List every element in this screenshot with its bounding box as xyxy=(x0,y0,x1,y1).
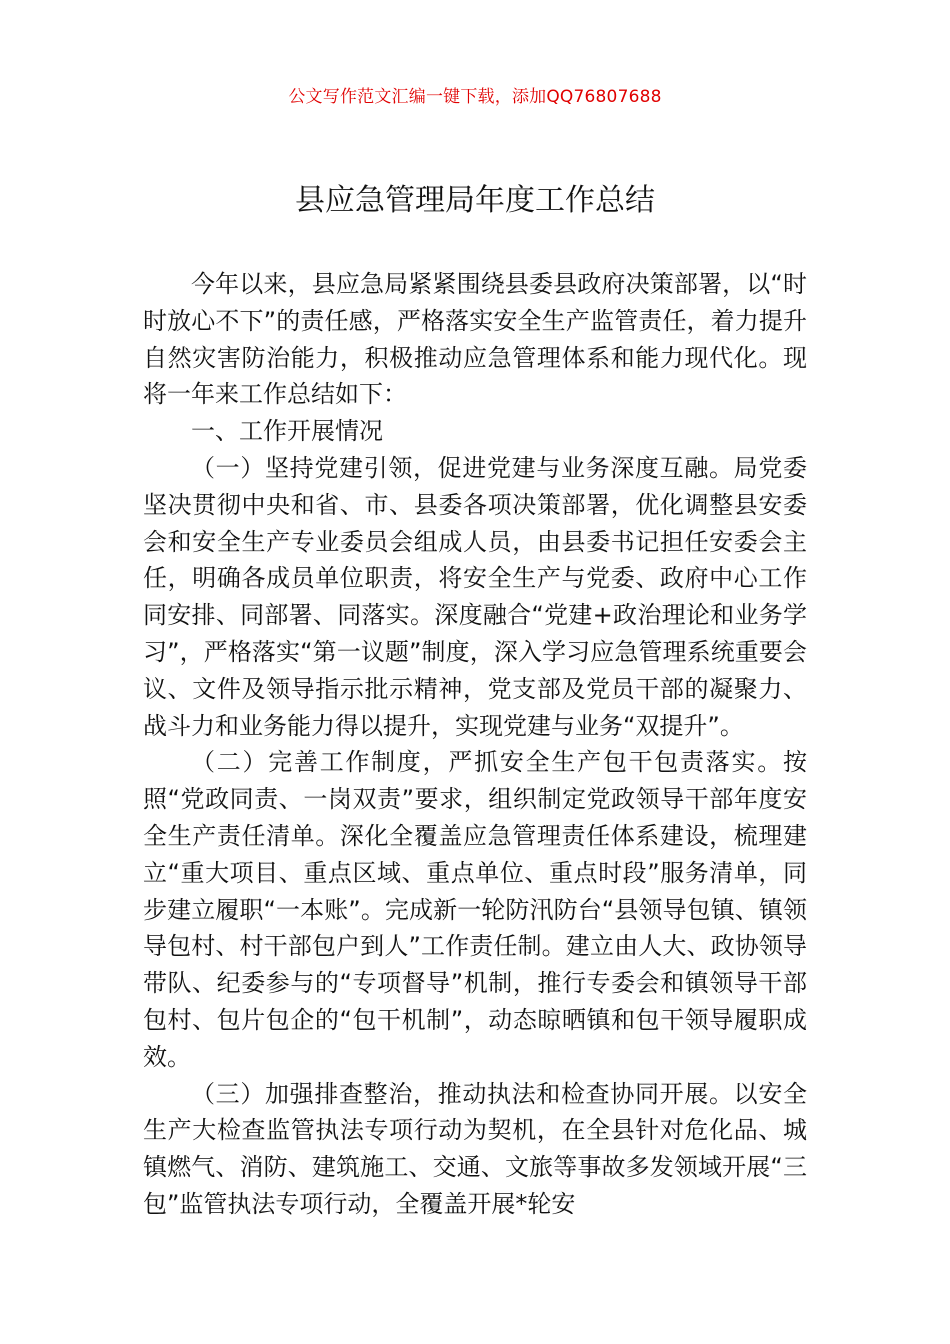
section-heading: 一、工作开展情况 xyxy=(191,417,383,446)
body-paragraph: （一）坚持党建引领，促进党建与业务深度互融。局党委坚决贯彻中央和省、市、县委各项决策部署，优化调整县安委会和安全生产专业委员会组成人员，由县委书记担任安委会主任，明确各成员单位职责，将安全生产与党委、政府中心工作同安排、同部署、同落实。深度融合“党建+政治理论和业务学习”，严格落实“第一议题”制度，深入学习应急管理系统重要会议、文件及领导指示批示精神，党支部及党员干部的凝聚力、战斗力和业务能力得以提升，实现党建与业务“双提升”。 xyxy=(143,453,807,740)
download-promo-note: 公文写作范文汇编一键下载，添加QQ76807688 xyxy=(288,87,662,107)
body-paragraph: （二）完善工作制度，严抓安全生产包干包责落实。按照“党政同责、一岗双责”要求，组织制定党政领导干部年度安全生产责任清单。深化全覆盖应急管理责任体系建设，梳理建立“重大项目、重点区域、重点单位、重点时段”服务清单，同步建立履职“一本账”。完成新一轮防汛防台“县领导包镇、镇领导包村、村干部包户到人”工作责任制。建立由人大、政协领导带队、纪委参与的“专项督导”机制，推行专委会和镇领导干部包村、包片包企的“包干机制”，动态晾晒镇和包干领导履职成效。 xyxy=(143,748,807,1071)
page-title: 县应急管理局年度工作总结 xyxy=(295,183,655,218)
intro-paragraph: 今年以来，县应急局紧紧围绕县委县政府决策部署，以“时时放心不下”的责任感，严格落实安全生产监管责任，着力提升自然灾害防治能力，积极推动应急管理体系和能力现代化。现将一年来工作总结如下： xyxy=(143,270,807,409)
document-body xyxy=(143,266,807,1223)
body-paragraph: （三）加强排查整治，推动执法和检查协同开展。以安全生产大检查监管执法专项行动为契机，在全县针对危化品、城镇燃气、消防、建筑施工、交通、文旅等事故多发领域开展“三包”监管执法专项行动，全覆盖开展*轮安 xyxy=(143,1079,807,1218)
